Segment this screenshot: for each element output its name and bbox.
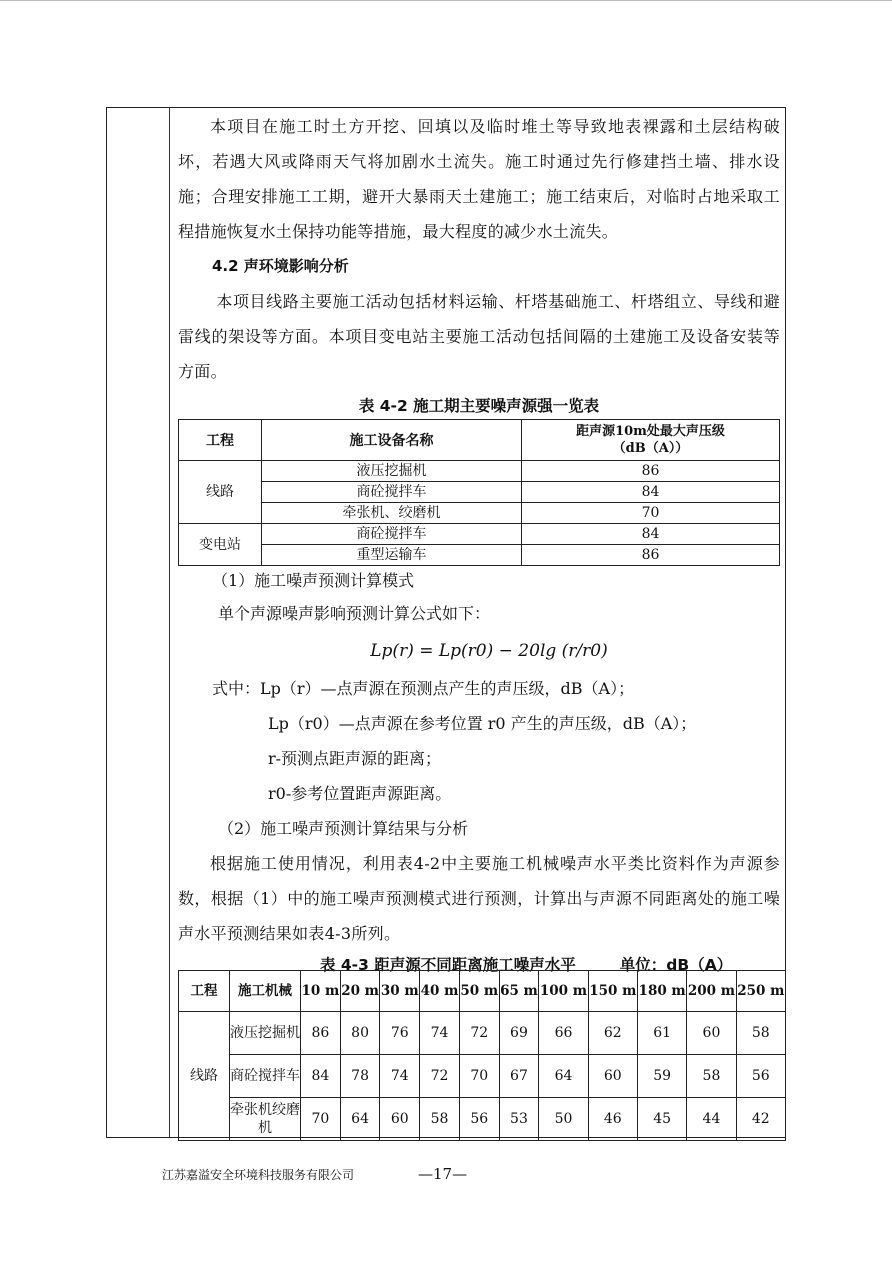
col-header-level-line1: 距声源10m处最大声压级 <box>576 424 725 439</box>
cell: 46 <box>588 1098 637 1141</box>
level-value: 86 <box>522 461 780 482</box>
cell: 53 <box>499 1098 539 1141</box>
col-header-distance: 150 m <box>588 971 637 1012</box>
cell: 84 <box>301 1055 341 1098</box>
cell: 50 <box>539 1098 588 1141</box>
cell: 70 <box>459 1055 499 1098</box>
cell: 60 <box>588 1055 637 1098</box>
level-value: 84 <box>522 482 780 503</box>
table-4-3-unit: 单位：dB（A） <box>619 956 733 974</box>
cell: 59 <box>637 1055 686 1098</box>
cell: 58 <box>420 1098 460 1141</box>
cell: 72 <box>420 1055 460 1098</box>
col-header-distance: 40 m <box>420 971 460 1012</box>
col-header-distance: 65 m <box>499 971 539 1012</box>
table-row <box>179 482 780 503</box>
cell: 80 <box>340 1012 380 1055</box>
level-value: 70 <box>522 503 780 524</box>
subsection-1: （1）施工噪声预测计算模式 <box>212 571 415 590</box>
page-number: —17— <box>418 1165 468 1183</box>
table-row <box>179 545 780 566</box>
subsection-2: （2）施工噪声预测计算结果与分析 <box>218 819 469 838</box>
equipment-name: 重型运输车 <box>262 545 522 566</box>
level-value: 86 <box>522 545 780 566</box>
cell: 74 <box>420 1012 460 1055</box>
main-content <box>178 107 780 979</box>
col-header-distance: 180 m <box>637 971 686 1012</box>
table-row <box>179 1098 786 1141</box>
col-header-distance: 10 m <box>301 971 341 1012</box>
col-header-distance: 30 m <box>380 971 420 1012</box>
company-footer: 江苏嘉溢安全环境科技服务有限公司 <box>162 1168 355 1182</box>
table-4-3-wrap <box>178 970 786 1141</box>
cell: 60 <box>687 1012 736 1055</box>
definition-prefix: 式中： <box>212 679 261 698</box>
cell: 67 <box>499 1055 539 1098</box>
col-header-project: 工程 <box>179 420 262 461</box>
equipment-name: 商砼搅拌车 <box>262 482 522 503</box>
paragraph-soil-erosion: 本项目在施工时土方开挖、回填以及临时堆土等导致地表裸露和土层结构破坏，若遇大风或降雨天气将加剧水土流失。施工时通过先行修建挡土墙、排水设施；合理安排施工工期，避开大暴雨天土建施工；施工结束后，对临时占地采取工程措施恢复水土保持功能等措施，最大程度的减少水土流失。 <box>178 117 780 241</box>
col-header-machine: 施工机械 <box>230 971 301 1012</box>
definition-1-text: Lp（r）—点声源在预测点产生的声压级，dB（A）； <box>260 679 635 698</box>
machine-name: 牵张机绞磨机 <box>230 1098 301 1141</box>
definition-1 <box>178 671 780 706</box>
col-header-equipment: 施工设备名称 <box>262 420 522 461</box>
top-rule <box>0 0 892 1</box>
formula-text: Lp(r) = Lp(r0) − 20lg (r/r0) <box>370 641 608 661</box>
col-header-distance: 50 m <box>459 971 499 1012</box>
machine-name: 商砼搅拌车 <box>230 1055 301 1098</box>
cell: 58 <box>687 1055 736 1098</box>
table-4-3-title: 表 4-3 距声源不同距离施工噪声水平 <box>320 956 576 974</box>
col-header-level-line2: （dB（A）） <box>612 441 689 456</box>
paragraph-construction-activities: 本项目线路主要施工活动包括材料运输、杆塔基础施工、杆塔组立、导线和避雷线的架设等方面。本项目变电站主要施工活动包括间隔的土建施工及设备安装等方面。 <box>178 292 780 381</box>
paragraph-prediction: 根据施工使用情况，利用表4-2中主要施工机械噪声水平类比资料作为声源参数，根据（1）中的施工噪声预测模式进行预测，计算出与声源不同距离处的施工噪声水平预测结果如表4-3所列。 <box>178 854 780 943</box>
cell: 58 <box>736 1012 785 1055</box>
cell: 64 <box>539 1055 588 1098</box>
cell: 62 <box>588 1012 637 1055</box>
col-header-level <box>522 420 780 461</box>
definition-2: Lp（r0）—点声源在参考位置 r0 产生的声压级，dB（A）； <box>268 714 697 733</box>
equipment-name: 商砼搅拌车 <box>262 524 522 545</box>
section-heading-4-2: 4.2 声环境影响分析 <box>212 257 349 275</box>
table-row <box>179 1055 786 1098</box>
table-row <box>179 1012 786 1055</box>
col-header-distance: 100 m <box>539 971 588 1012</box>
definition-3: r-预测点距声源的距离； <box>268 749 442 768</box>
group-line: 线路 <box>179 461 262 524</box>
table-4-3 <box>178 970 786 1141</box>
machine-name: 液压挖掘机 <box>230 1012 301 1055</box>
table-row <box>179 524 780 545</box>
formula-intro: 单个声源噪声影响预测计算公式如下： <box>218 604 491 623</box>
cell: 61 <box>637 1012 686 1055</box>
cell: 56 <box>736 1055 785 1098</box>
cell: 70 <box>301 1098 341 1141</box>
table-4-2 <box>178 419 780 566</box>
table-row <box>179 461 780 482</box>
col-header-distance: 250 m <box>736 971 785 1012</box>
cell: 45 <box>637 1098 686 1141</box>
table-4-2-caption: 表 4-2 施工期主要噪声源强一览表 <box>358 397 600 415</box>
cell: 56 <box>459 1098 499 1141</box>
cell: 72 <box>459 1012 499 1055</box>
cell: 69 <box>499 1012 539 1055</box>
cell: 60 <box>380 1098 420 1141</box>
cell: 74 <box>380 1055 420 1098</box>
equipment-name: 液压挖掘机 <box>262 461 522 482</box>
cell: 86 <box>301 1012 341 1055</box>
cell: 44 <box>687 1098 736 1141</box>
table-row <box>179 503 780 524</box>
col-header-distance: 200 m <box>687 971 736 1012</box>
definition-4: r0-参考位置距声源距离。 <box>268 784 452 803</box>
formula <box>178 631 780 671</box>
level-value: 84 <box>522 524 780 545</box>
cell: 42 <box>736 1098 785 1141</box>
cell: 78 <box>340 1055 380 1098</box>
group-line: 线路 <box>179 1012 230 1141</box>
column-divider <box>169 108 170 1137</box>
equipment-name: 牵张机、绞磨机 <box>262 503 522 524</box>
group-substation: 变电站 <box>179 524 262 566</box>
cell: 66 <box>539 1012 588 1055</box>
col-header-project: 工程 <box>179 971 230 1012</box>
cell: 64 <box>340 1098 380 1141</box>
cell: 76 <box>380 1012 420 1055</box>
col-header-distance: 20 m <box>340 971 380 1012</box>
